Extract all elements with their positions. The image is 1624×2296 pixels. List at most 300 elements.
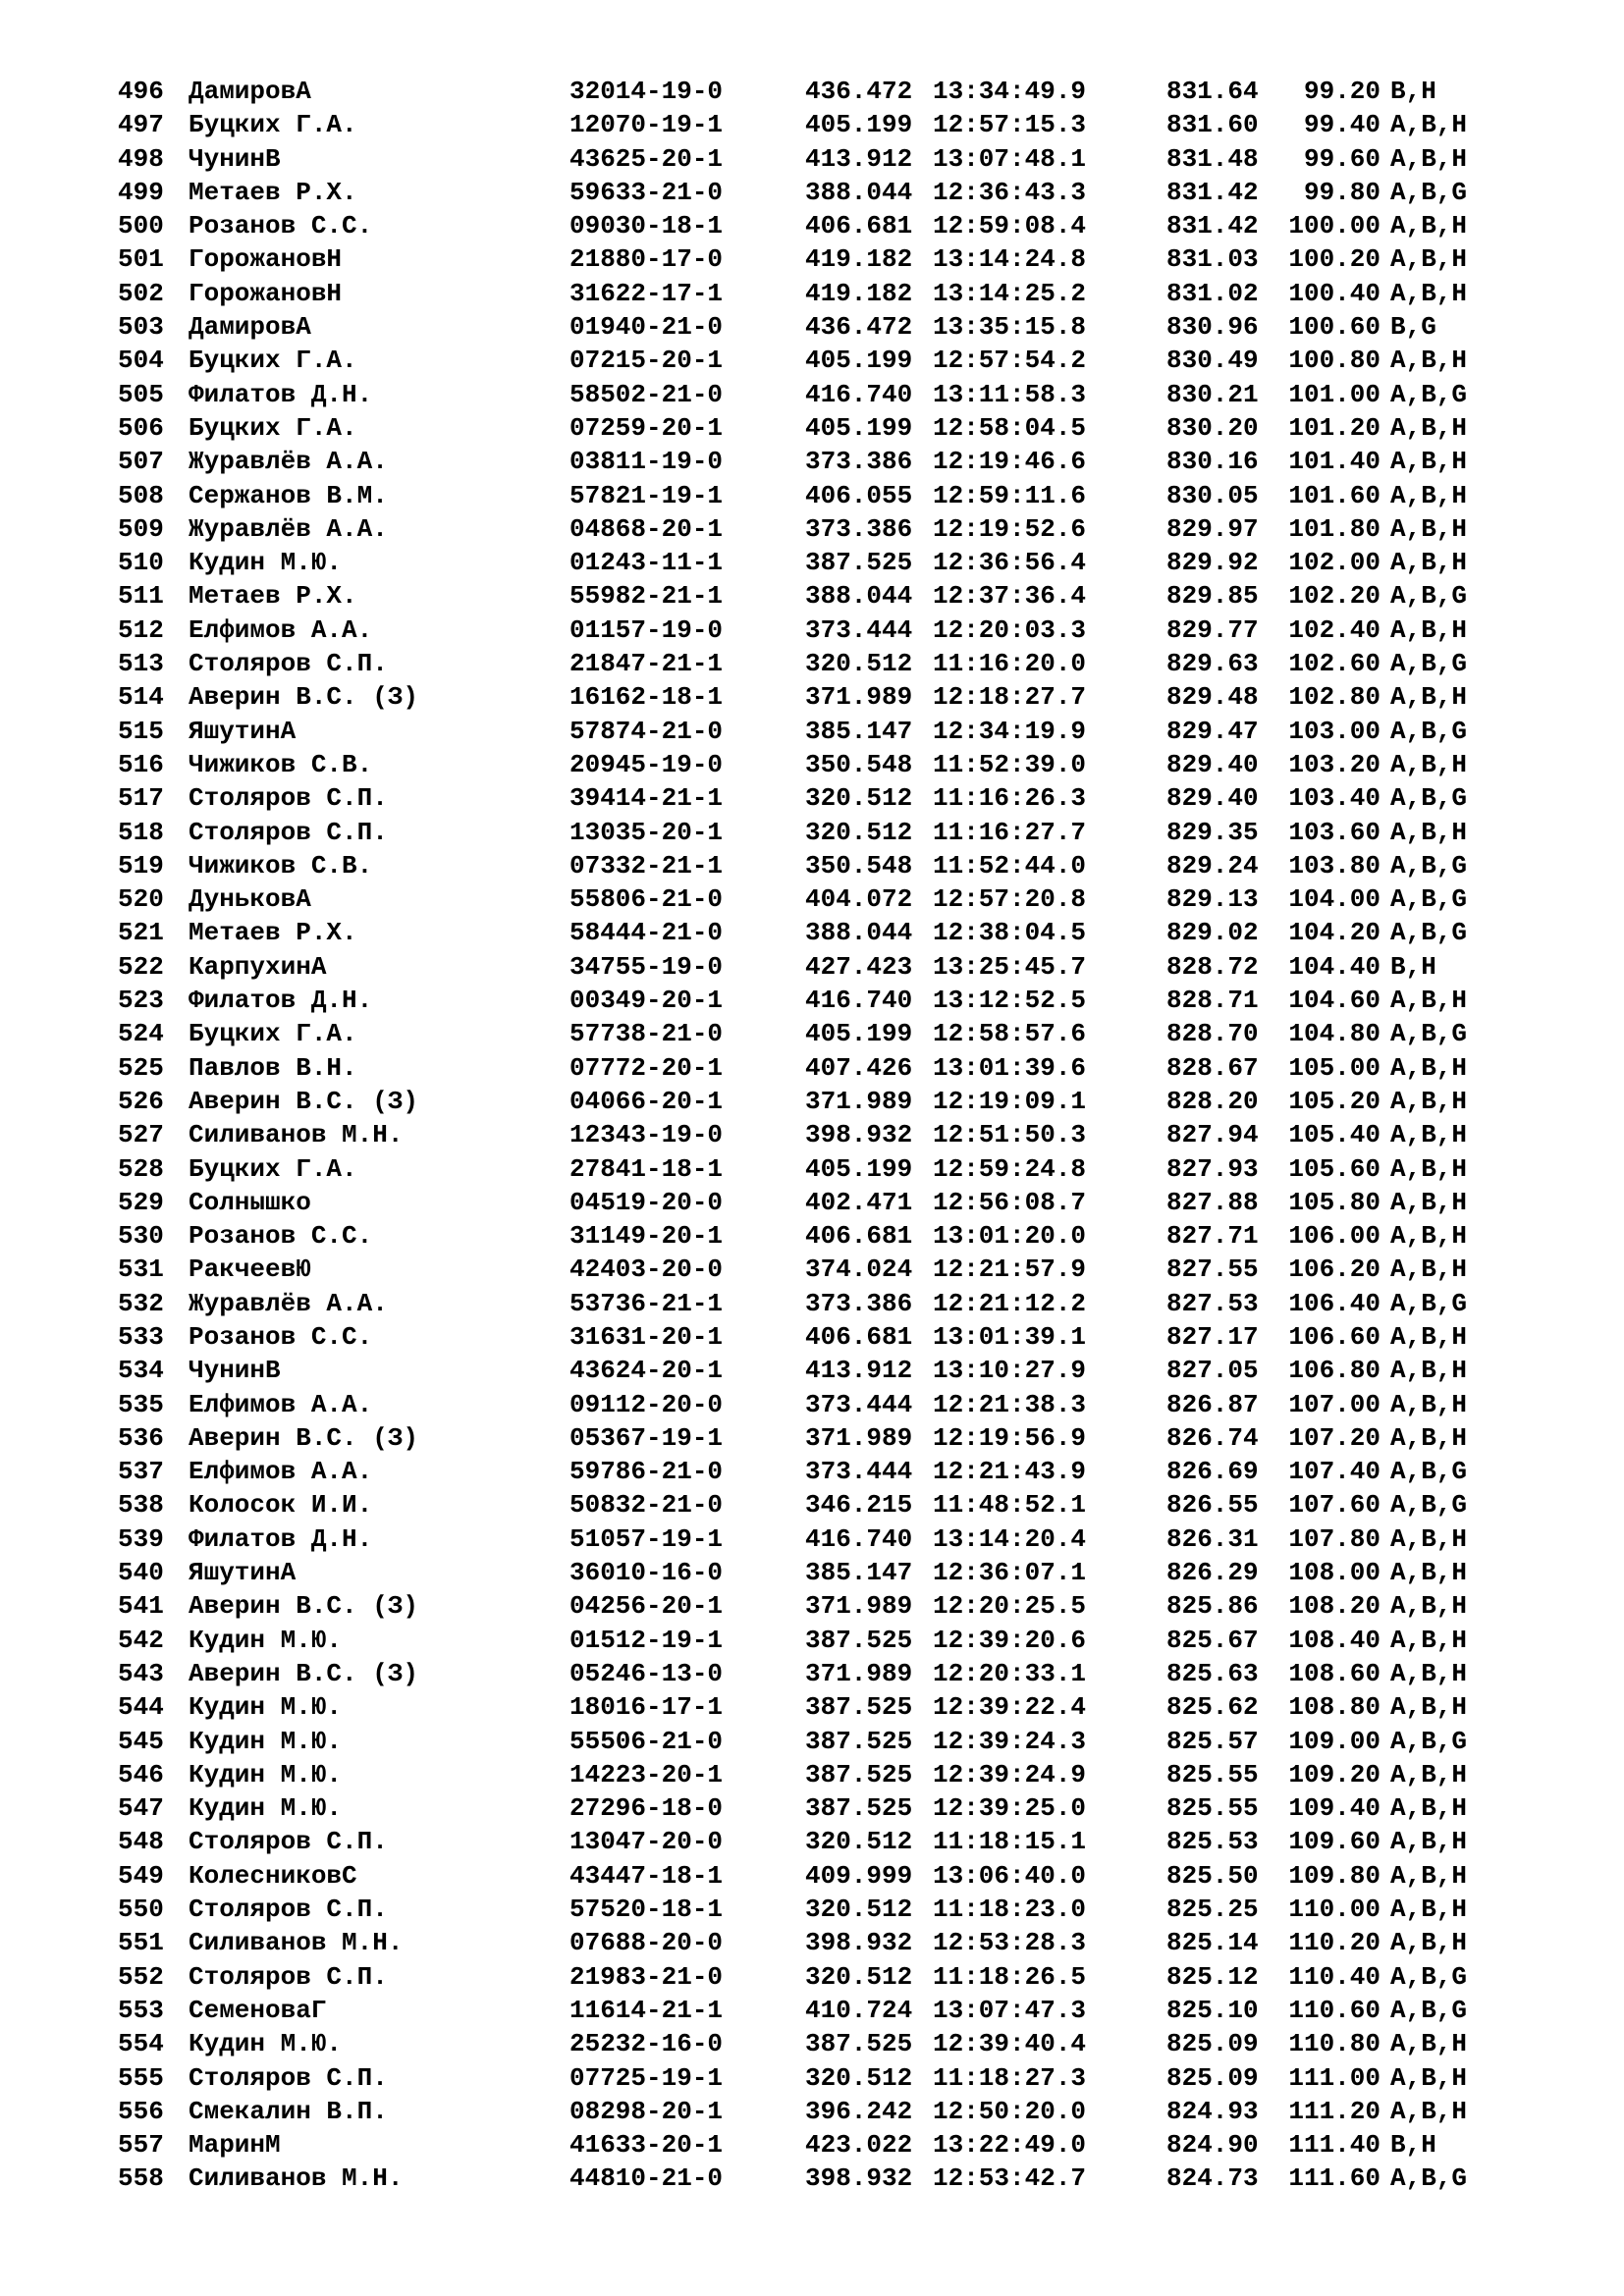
table-row [118, 1624, 1532, 1657]
speed: 828.20 [1166, 1086, 1259, 1116]
classes: A,B,G [1390, 177, 1468, 207]
table-row [118, 2061, 1532, 2095]
classes: A,B,G [1390, 1490, 1468, 1521]
participant-name: Чижиков С.В. [189, 850, 373, 881]
row-number: 531 [118, 1255, 164, 1285]
points: 107.40 [1288, 1457, 1380, 1487]
classes: A,B,H [1390, 1928, 1468, 1958]
classes: A,B,G [1390, 1961, 1468, 1992]
row-number: 520 [118, 884, 164, 915]
ring-number: 04066-20-1 [569, 1086, 724, 1116]
points: 104.20 [1288, 918, 1380, 948]
participant-name: Буцких Г.А. [189, 110, 357, 140]
speed: 831.03 [1166, 244, 1259, 275]
points: 103.00 [1288, 716, 1380, 746]
arrival-time: 12:21:38.3 [933, 1389, 1087, 1419]
points: 106.60 [1288, 1321, 1380, 1352]
ring-number: 09112-20-0 [569, 1389, 724, 1419]
speed: 827.05 [1166, 1356, 1259, 1386]
table-row [118, 2128, 1532, 2162]
speed: 829.13 [1166, 884, 1259, 915]
participant-name: ДуньковА [189, 884, 311, 915]
classes: A,B,H [1390, 1120, 1468, 1150]
row-number: 549 [118, 1860, 164, 1891]
ring-number: 21983-21-0 [569, 1961, 724, 1992]
table-row [118, 1994, 1532, 2027]
ring-number: 04256-20-1 [569, 1591, 724, 1622]
table-row [118, 378, 1532, 411]
classes: A,B,H [1390, 278, 1468, 308]
participant-name: Силиванов М.Н. [189, 2163, 404, 2194]
points: 111.00 [1288, 2062, 1380, 2093]
participant-name: СеменоваГ [189, 1995, 327, 2025]
points: 105.80 [1288, 1187, 1380, 1217]
table-row [118, 1657, 1532, 1690]
row-number: 558 [118, 2163, 164, 2194]
participant-name: Кудин М.Ю. [189, 548, 343, 578]
speed: 825.09 [1166, 2062, 1259, 2093]
row-number: 550 [118, 1895, 164, 1925]
table-row [118, 1455, 1532, 1488]
ring-number: 57874-21-0 [569, 716, 724, 746]
classes: A,B,H [1390, 986, 1468, 1016]
speed: 829.40 [1166, 783, 1259, 814]
classes: A,B,H [1390, 1793, 1468, 1824]
classes: A,B,H [1390, 817, 1468, 847]
arrival-time: 12:36:56.4 [933, 548, 1087, 578]
arrival-time: 13:25:45.7 [933, 951, 1087, 982]
participant-name: Аверин В.С. (З) [189, 682, 419, 713]
table-row [118, 1186, 1532, 1219]
speed: 826.74 [1166, 1422, 1259, 1453]
classes: A,B,H [1390, 1086, 1468, 1116]
distance: 388.044 [805, 918, 913, 948]
table-row [118, 176, 1532, 209]
ring-number: 09030-18-1 [569, 211, 724, 241]
arrival-time: 12:39:24.9 [933, 1759, 1087, 1789]
ring-number: 27296-18-0 [569, 1793, 724, 1824]
arrival-time: 11:18:26.5 [933, 1961, 1087, 1992]
arrival-time: 13:10:27.9 [933, 1356, 1087, 1386]
participant-name: Розанов С.С. [189, 1221, 373, 1252]
classes: A,B,H [1390, 1759, 1468, 1789]
distance: 416.740 [805, 379, 913, 409]
table-row [118, 984, 1532, 1017]
row-number: 507 [118, 447, 164, 477]
table-row [118, 916, 1532, 949]
points: 104.00 [1288, 884, 1380, 915]
ring-number: 43447-18-1 [569, 1860, 724, 1891]
table-row [118, 1488, 1532, 1522]
participant-name: ЧунинВ [189, 143, 281, 174]
arrival-time: 12:57:15.3 [933, 110, 1087, 140]
distance: 405.199 [805, 346, 913, 376]
table-row [118, 1388, 1532, 1421]
arrival-time: 12:39:20.6 [933, 1625, 1087, 1655]
ring-number: 13035-20-1 [569, 817, 724, 847]
distance: 387.525 [805, 1726, 913, 1756]
speed: 829.48 [1166, 682, 1259, 713]
ring-number: 07215-20-1 [569, 346, 724, 376]
speed: 830.21 [1166, 379, 1259, 409]
arrival-time: 12:57:20.8 [933, 884, 1087, 915]
ring-number: 01940-21-0 [569, 312, 724, 343]
table-row [118, 1522, 1532, 1556]
points: 102.40 [1288, 614, 1380, 645]
ring-number: 07772-20-1 [569, 1052, 724, 1083]
points: 109.80 [1288, 1860, 1380, 1891]
speed: 825.86 [1166, 1591, 1259, 1622]
participant-name: Силиванов М.Н. [189, 1928, 404, 1958]
classes: A,B,G [1390, 1995, 1468, 2025]
arrival-time: 13:14:25.2 [933, 278, 1087, 308]
speed: 827.93 [1166, 1153, 1259, 1184]
classes: A,B,G [1390, 2163, 1468, 2194]
row-number: 557 [118, 2130, 164, 2161]
distance: 436.472 [805, 312, 913, 343]
speed: 826.87 [1166, 1389, 1259, 1419]
arrival-time: 12:38:04.5 [933, 918, 1087, 948]
ring-number: 16162-18-1 [569, 682, 724, 713]
row-number: 545 [118, 1726, 164, 1756]
speed: 825.14 [1166, 1928, 1259, 1958]
row-number: 547 [118, 1793, 164, 1824]
distance: 385.147 [805, 1558, 913, 1588]
table-row [118, 411, 1532, 445]
table-row [118, 1354, 1532, 1387]
distance: 398.932 [805, 2163, 913, 2194]
arrival-time: 12:37:36.4 [933, 581, 1087, 612]
row-number: 538 [118, 1490, 164, 1521]
arrival-time: 11:18:23.0 [933, 1895, 1087, 1925]
table-row [118, 1556, 1532, 1589]
row-number: 521 [118, 918, 164, 948]
points: 105.20 [1288, 1086, 1380, 1116]
ring-number: 01512-19-1 [569, 1625, 724, 1655]
classes: B,H [1390, 951, 1436, 982]
table-row [118, 950, 1532, 984]
row-number: 523 [118, 986, 164, 1016]
distance: 413.912 [805, 1356, 913, 1386]
speed: 831.48 [1166, 143, 1259, 174]
speed: 827.55 [1166, 1255, 1259, 1285]
points: 99.60 [1303, 143, 1380, 174]
table-row [118, 108, 1532, 141]
distance: 387.525 [805, 548, 913, 578]
distance: 416.740 [805, 1523, 913, 1554]
speed: 829.63 [1166, 649, 1259, 679]
ring-number: 00349-20-1 [569, 986, 724, 1016]
arrival-time: 13:07:48.1 [933, 143, 1087, 174]
ring-number: 34755-19-0 [569, 951, 724, 982]
participant-name: Метаев Р.Х. [189, 581, 357, 612]
points: 105.00 [1288, 1052, 1380, 1083]
distance: 373.386 [805, 513, 913, 544]
arrival-time: 12:39:25.0 [933, 1793, 1087, 1824]
row-number: 527 [118, 1120, 164, 1150]
classes: B,H [1390, 2130, 1436, 2161]
arrival-time: 13:11:58.3 [933, 379, 1087, 409]
row-number: 503 [118, 312, 164, 343]
participant-name: Филатов Д.Н. [189, 1523, 373, 1554]
ring-number: 07688-20-0 [569, 1928, 724, 1958]
speed: 830.05 [1166, 480, 1259, 510]
points: 103.80 [1288, 850, 1380, 881]
speed: 825.67 [1166, 1625, 1259, 1655]
arrival-time: 12:19:56.9 [933, 1422, 1087, 1453]
speed: 825.55 [1166, 1793, 1259, 1824]
classes: A,B,H [1390, 1321, 1468, 1352]
row-number: 544 [118, 1692, 164, 1723]
row-number: 509 [118, 513, 164, 544]
arrival-time: 12:21:43.9 [933, 1457, 1087, 1487]
distance: 320.512 [805, 817, 913, 847]
points: 111.40 [1288, 2130, 1380, 2161]
classes: A,B,G [1390, 1019, 1468, 1049]
arrival-time: 13:01:39.1 [933, 1321, 1087, 1352]
speed: 825.25 [1166, 1895, 1259, 1925]
classes: A,B,H [1390, 211, 1468, 241]
ring-number: 55806-21-0 [569, 884, 724, 915]
row-number: 539 [118, 1523, 164, 1554]
ring-number: 55982-21-1 [569, 581, 724, 612]
distance: 406.681 [805, 1221, 913, 1252]
speed: 829.92 [1166, 548, 1259, 578]
table-row [118, 277, 1532, 310]
arrival-time: 12:58:57.6 [933, 1019, 1087, 1049]
row-number: 510 [118, 548, 164, 578]
row-number: 522 [118, 951, 164, 982]
table-row [118, 310, 1532, 344]
participant-name: Филатов Д.Н. [189, 986, 373, 1016]
participant-name: ДамировА [189, 77, 311, 106]
arrival-time: 13:14:20.4 [933, 1523, 1087, 1554]
speed: 826.29 [1166, 1558, 1259, 1588]
distance: 373.386 [805, 447, 913, 477]
participant-name: ГорожановН [189, 244, 343, 275]
points: 110.60 [1288, 1995, 1380, 2025]
speed: 825.62 [1166, 1692, 1259, 1723]
classes: A,B,H [1390, 2029, 1468, 2059]
points: 102.80 [1288, 682, 1380, 713]
ring-number: 11614-21-1 [569, 1995, 724, 2025]
speed: 830.20 [1166, 412, 1259, 443]
ring-number: 04868-20-1 [569, 513, 724, 544]
table-row [118, 1960, 1532, 1994]
points: 109.40 [1288, 1793, 1380, 1824]
arrival-time: 13:01:20.0 [933, 1221, 1087, 1252]
table-row [118, 1791, 1532, 1825]
points: 107.80 [1288, 1523, 1380, 1554]
ring-number: 57520-18-1 [569, 1895, 724, 1925]
speed: 824.93 [1166, 2096, 1259, 2126]
table-row [118, 2095, 1532, 2128]
ring-number: 07725-19-1 [569, 2062, 724, 2093]
ring-number: 59786-21-0 [569, 1457, 724, 1487]
row-number: 537 [118, 1457, 164, 1487]
classes: A,B,H [1390, 447, 1468, 477]
classes: A,B,G [1390, 716, 1468, 746]
arrival-time: 11:52:39.0 [933, 749, 1087, 779]
classes: A,B,G [1390, 1726, 1468, 1756]
distance: 350.548 [805, 850, 913, 881]
speed: 825.50 [1166, 1860, 1259, 1891]
table-row [118, 680, 1532, 714]
distance: 320.512 [805, 1827, 913, 1857]
speed: 829.40 [1166, 749, 1259, 779]
distance: 388.044 [805, 177, 913, 207]
arrival-time: 11:16:27.7 [933, 817, 1087, 847]
speed: 828.71 [1166, 986, 1259, 1016]
classes: A,B,H [1390, 244, 1468, 275]
row-number: 529 [118, 1187, 164, 1217]
participant-name: Кудин М.Ю. [189, 1625, 343, 1655]
table-row [118, 1926, 1532, 1959]
distance: 419.182 [805, 278, 913, 308]
table-row [118, 512, 1532, 546]
participant-name: КолесниковС [189, 1860, 357, 1891]
participant-name: Солнышко [189, 1187, 311, 1217]
speed: 827.17 [1166, 1321, 1259, 1352]
points: 108.60 [1288, 1658, 1380, 1688]
distance: 436.472 [805, 77, 913, 106]
table-row [118, 344, 1532, 377]
classes: A,B,H [1390, 1895, 1468, 1925]
distance: 405.199 [805, 412, 913, 443]
table-row [118, 1287, 1532, 1320]
points: 102.00 [1288, 548, 1380, 578]
table-row [118, 1219, 1532, 1253]
participant-name: Столяров С.П. [189, 783, 388, 814]
classes: A,B,H [1390, 548, 1468, 578]
points: 104.60 [1288, 986, 1380, 1016]
ring-number: 50832-21-0 [569, 1490, 724, 1521]
classes: A,B,G [1390, 379, 1468, 409]
ring-number: 12343-19-0 [569, 1120, 724, 1150]
arrival-time: 12:20:03.3 [933, 614, 1087, 645]
participant-name: Журавлёв А.А. [189, 513, 388, 544]
classes: A,B,H [1390, 1221, 1468, 1252]
table-row [118, 1690, 1532, 1724]
ring-number: 58444-21-0 [569, 918, 724, 948]
table-row [118, 1421, 1532, 1455]
row-number: 496 [118, 77, 164, 106]
table-row [118, 142, 1532, 176]
participant-name: Буцких Г.А. [189, 346, 357, 376]
row-number: 541 [118, 1591, 164, 1622]
speed: 825.10 [1166, 1995, 1259, 2025]
ring-number: 12070-19-1 [569, 110, 724, 140]
speed: 831.02 [1166, 278, 1259, 308]
ring-number: 14223-20-1 [569, 1759, 724, 1789]
distance: 388.044 [805, 581, 913, 612]
table-row [118, 1725, 1532, 1758]
distance: 346.215 [805, 1490, 913, 1521]
participant-name: Смекалин В.П. [189, 2096, 388, 2126]
distance: 407.426 [805, 1052, 913, 1083]
speed: 831.42 [1166, 211, 1259, 241]
classes: A,B,H [1390, 614, 1468, 645]
arrival-time: 12:39:22.4 [933, 1692, 1087, 1723]
speed: 830.96 [1166, 312, 1259, 343]
classes: A,B,H [1390, 1523, 1468, 1554]
points: 106.40 [1288, 1288, 1380, 1318]
row-number: 532 [118, 1288, 164, 1318]
classes: A,B,H [1390, 1860, 1468, 1891]
participant-name: Буцких Г.А. [189, 1019, 357, 1049]
participant-name: Колосок И.И. [189, 1490, 373, 1521]
distance: 371.989 [805, 1086, 913, 1116]
speed: 829.24 [1166, 850, 1259, 881]
ring-number: 21847-21-1 [569, 649, 724, 679]
distance: 410.724 [805, 1995, 913, 2025]
points: 103.20 [1288, 749, 1380, 779]
distance: 371.989 [805, 682, 913, 713]
distance: 371.989 [805, 1422, 913, 1453]
row-number: 555 [118, 2062, 164, 2093]
ring-number: 43625-20-1 [569, 143, 724, 174]
row-number: 499 [118, 177, 164, 207]
distance: 320.512 [805, 783, 913, 814]
row-number: 498 [118, 143, 164, 174]
classes: A,B,H [1390, 480, 1468, 510]
speed: 825.63 [1166, 1658, 1259, 1688]
classes: A,B,H [1390, 412, 1468, 443]
participant-name: Столяров С.П. [189, 2062, 388, 2093]
arrival-time: 12:34:19.9 [933, 716, 1087, 746]
arrival-time: 12:19:52.6 [933, 513, 1087, 544]
arrival-time: 12:57:54.2 [933, 346, 1087, 376]
speed: 829.02 [1166, 918, 1259, 948]
table-row [118, 2027, 1532, 2060]
distance: 409.999 [805, 1860, 913, 1891]
arrival-time: 12:36:43.3 [933, 177, 1087, 207]
ring-number: 20945-19-0 [569, 749, 724, 779]
row-number: 533 [118, 1321, 164, 1352]
row-number: 552 [118, 1961, 164, 1992]
classes: A,B,G [1390, 884, 1468, 915]
points: 101.00 [1288, 379, 1380, 409]
participant-name: Розанов С.С. [189, 211, 373, 241]
speed: 828.70 [1166, 1019, 1259, 1049]
ring-number: 41633-20-1 [569, 2130, 724, 2161]
ring-number: 43624-20-1 [569, 1356, 724, 1386]
distance: 350.548 [805, 749, 913, 779]
table-row [118, 1825, 1532, 1858]
row-number: 517 [118, 783, 164, 814]
arrival-time: 12:18:27.7 [933, 682, 1087, 713]
speed: 829.47 [1166, 716, 1259, 746]
participant-name: ЯшутинА [189, 716, 297, 746]
classes: A,B,H [1390, 1356, 1468, 1386]
participant-name: Филатов Д.Н. [189, 379, 373, 409]
points: 101.40 [1288, 447, 1380, 477]
speed: 828.72 [1166, 951, 1259, 982]
ring-number: 31149-20-1 [569, 1221, 724, 1252]
ring-number: 44810-21-0 [569, 2163, 724, 2194]
ring-number: 32014-19-0 [569, 77, 724, 106]
ring-number: 31631-20-1 [569, 1321, 724, 1352]
classes: A,B,H [1390, 1422, 1468, 1453]
classes: A,B,H [1390, 2096, 1468, 2126]
participant-name: ДамировА [189, 312, 311, 343]
distance: 416.740 [805, 986, 913, 1016]
classes: A,B,H [1390, 1389, 1468, 1419]
points: 108.80 [1288, 1692, 1380, 1723]
points: 108.20 [1288, 1591, 1380, 1622]
row-number: 502 [118, 278, 164, 308]
distance: 387.525 [805, 2029, 913, 2059]
